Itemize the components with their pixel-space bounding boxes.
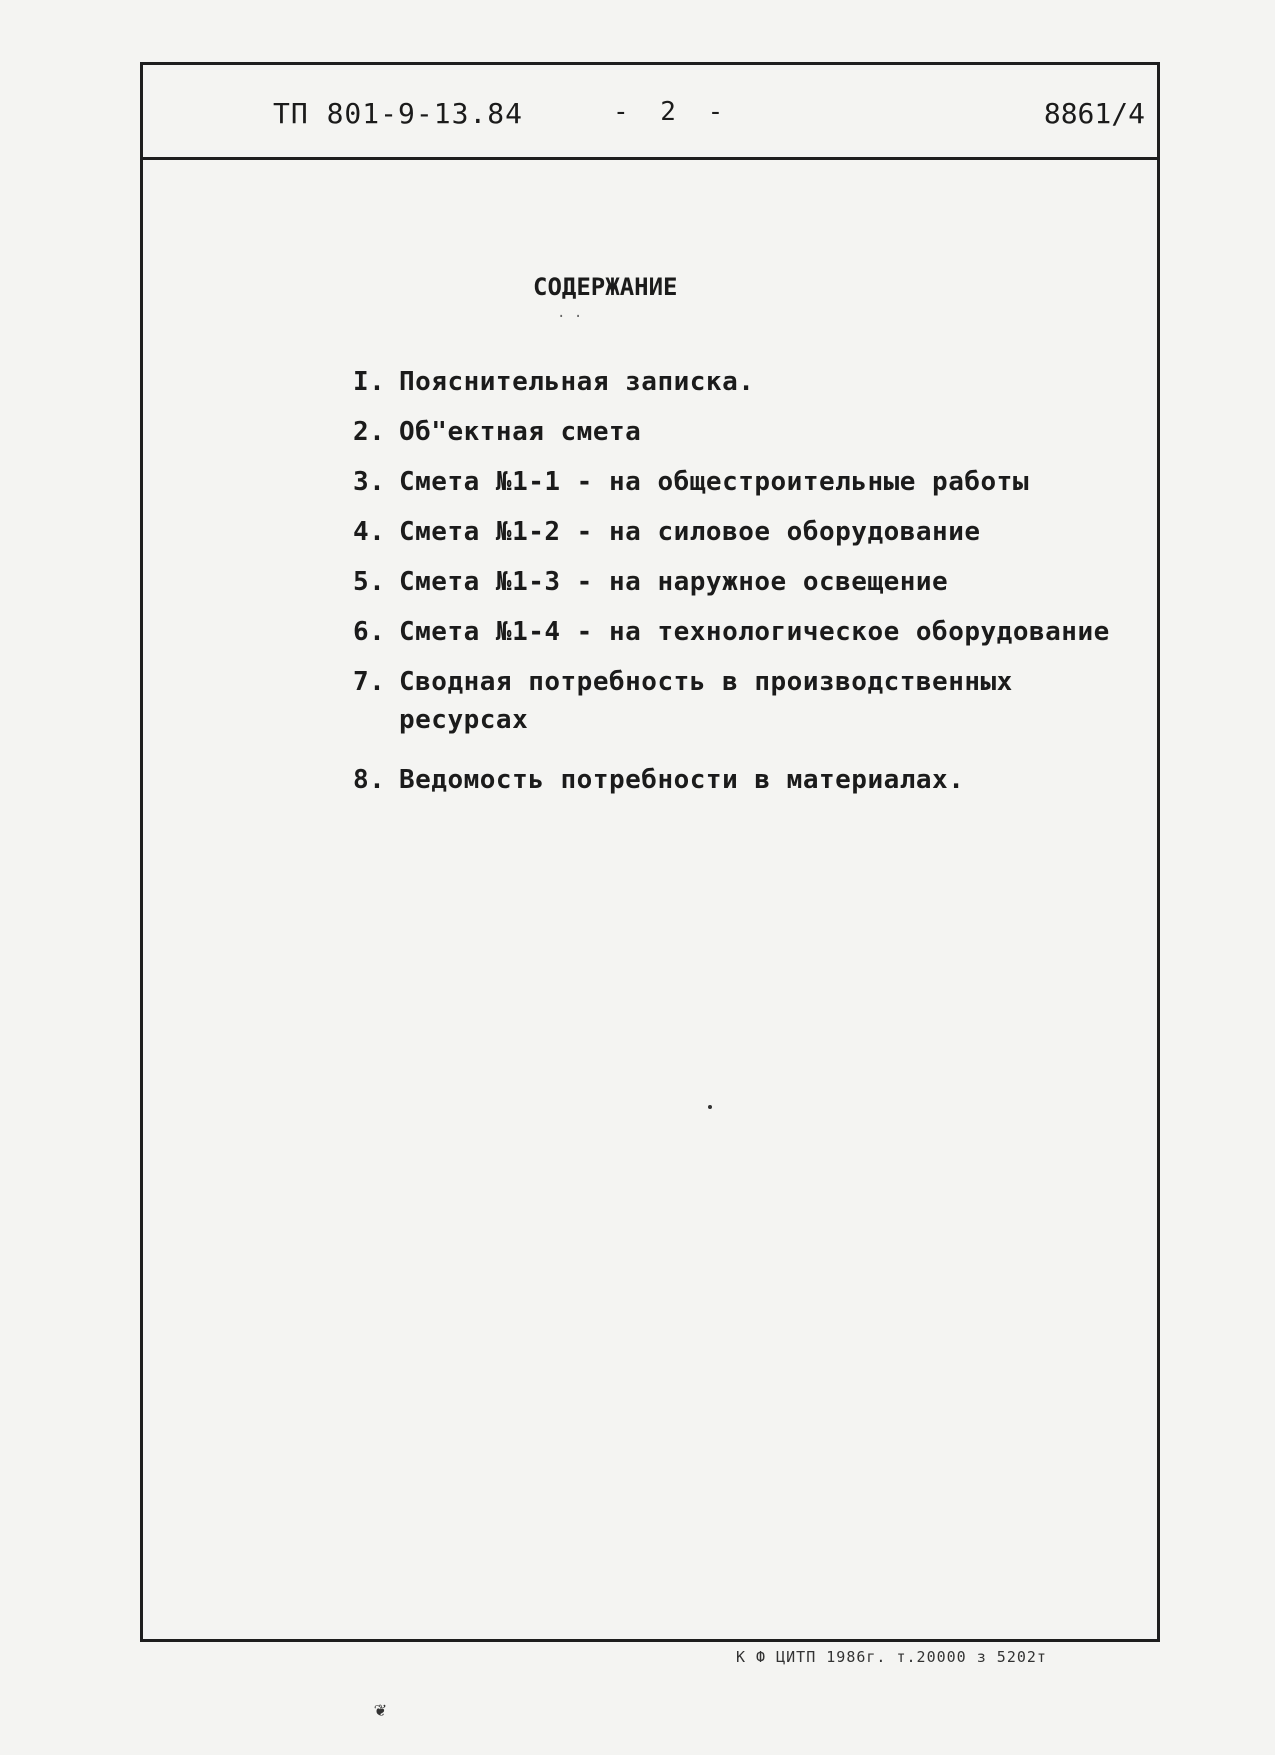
sheet-number: 8861/4 <box>1043 97 1145 130</box>
toc-item <box>353 563 1113 601</box>
toc-item-text: Смета №1-1 - на общестроительные работы <box>399 467 1029 497</box>
toc-item-number: 2. <box>353 417 386 447</box>
toc-item-text: Ведомость потребности в материалах. <box>399 765 965 795</box>
toc-item-text: Смета №1-3 - на наружное освещение <box>399 567 949 597</box>
toc-item-number: 5. <box>353 567 386 597</box>
toc-item-text: Смета №1-4 - на технологическое оборудование <box>399 617 1110 647</box>
toc-item-number: 8. <box>353 765 386 795</box>
toc-item <box>353 463 1113 501</box>
scan-speck <box>708 1105 712 1109</box>
toc-item <box>353 363 1113 401</box>
toc-item-number: 4. <box>353 517 386 547</box>
toc-item-number: I. <box>353 367 386 397</box>
title-block-header <box>143 65 1157 160</box>
toc-item-text: Смета №1-2 - на силовое оборудование <box>399 517 981 547</box>
toc-item <box>353 413 1113 451</box>
toc-item <box>353 613 1113 651</box>
page-frame <box>140 62 1160 1642</box>
toc-item <box>353 761 1113 799</box>
toc-item-text: Сводная потребность в производственных ресурсах <box>399 667 1013 735</box>
print-imprint: К Ф ЦИТП 1986г. т.20000 з 5202т <box>736 1648 1047 1666</box>
ink-mark: ❦ <box>374 1697 387 1721</box>
toc-item <box>353 663 1079 739</box>
toc-item-text: Пояснительная записка. <box>399 367 755 397</box>
toc-item-text: Об"ектная смета <box>399 417 642 447</box>
toc-item-number: 3. <box>353 467 386 497</box>
table-of-contents <box>353 363 1113 811</box>
toc-item-number: 6. <box>353 617 386 647</box>
title-dots: . . <box>557 305 583 321</box>
toc-item-number: 7. <box>353 667 386 697</box>
page-title: СОДЕРЖАНИЕ <box>533 273 678 301</box>
document-code: ТП 801-9-13.84 <box>273 97 524 130</box>
page-number: - 2 - <box>613 97 732 127</box>
toc-item <box>353 513 1113 551</box>
